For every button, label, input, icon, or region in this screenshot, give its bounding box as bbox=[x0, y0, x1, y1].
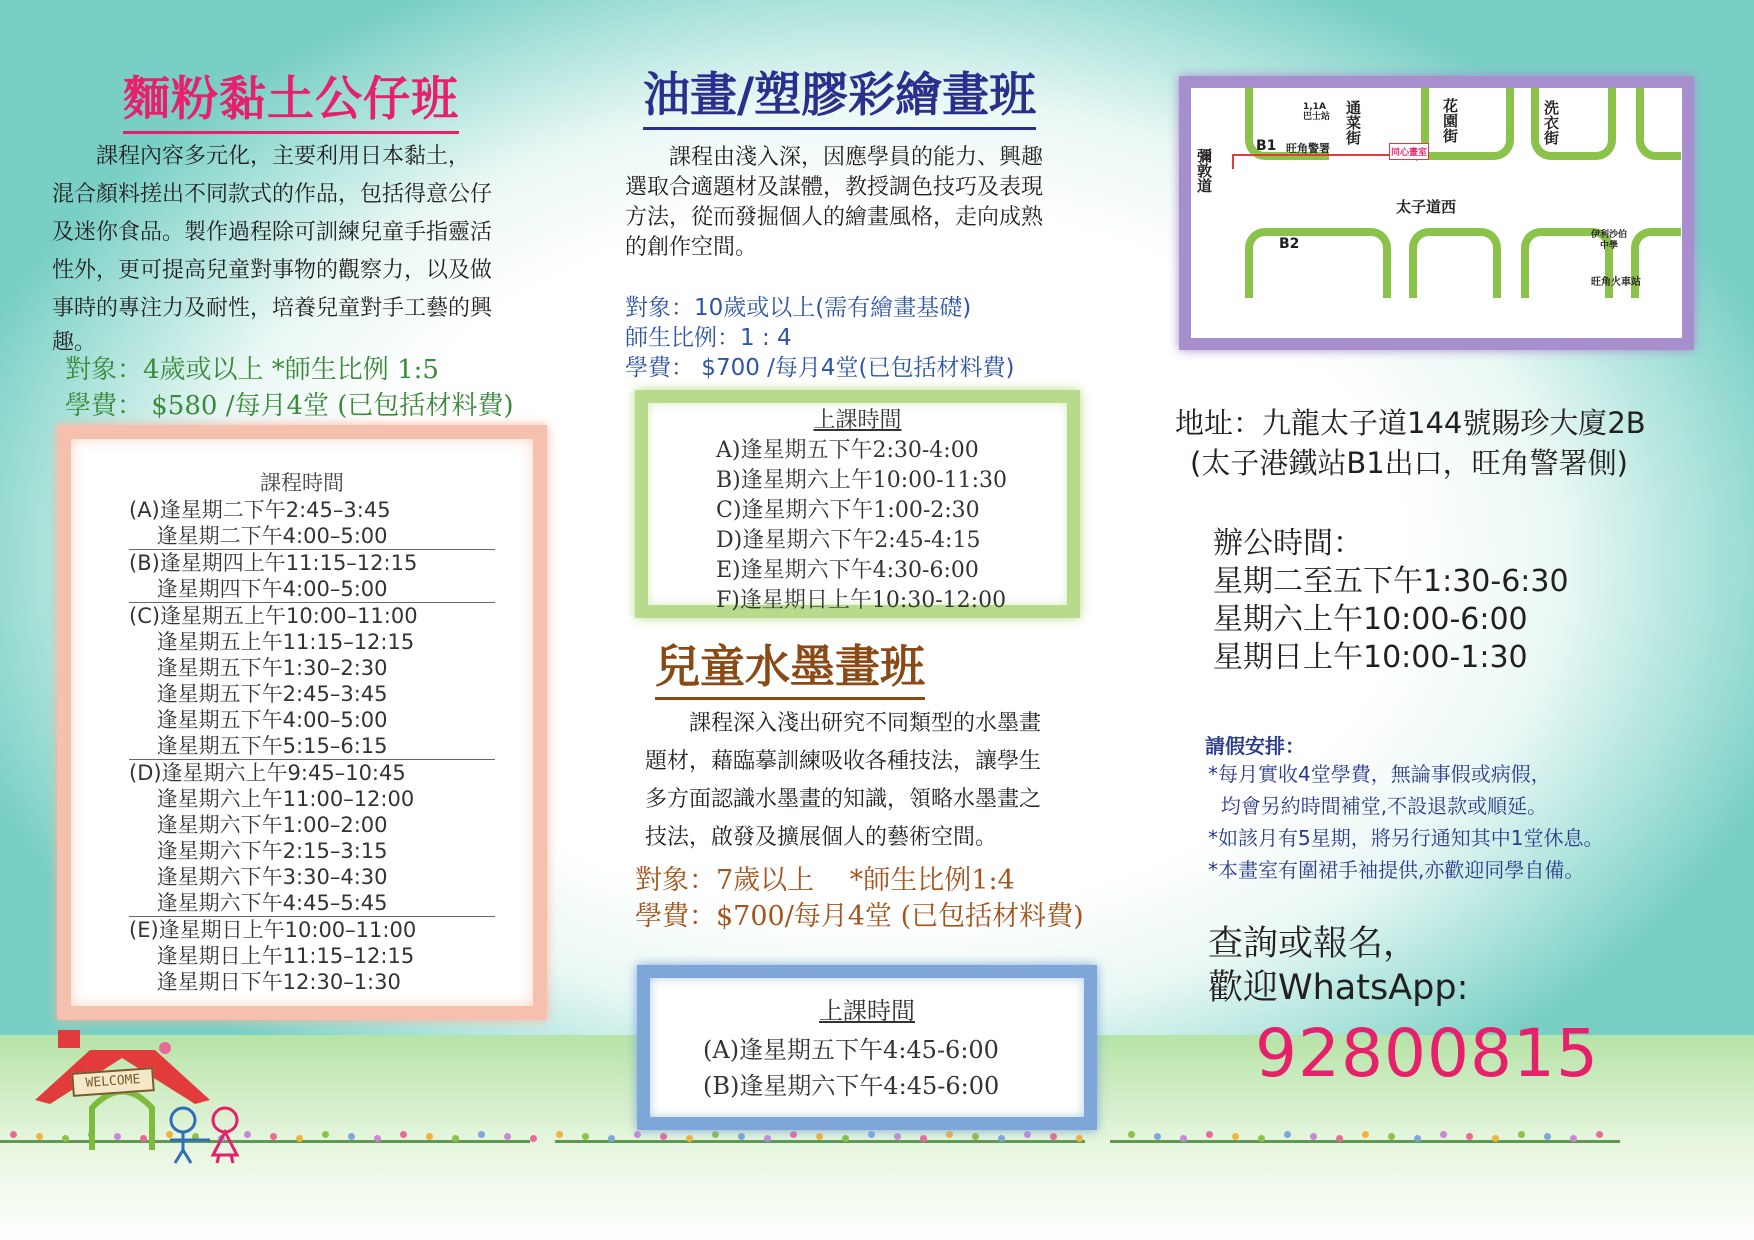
office-hours-line: 星期日上午10:00-1:30 bbox=[1213, 640, 1528, 675]
flower-icon bbox=[1154, 1133, 1161, 1140]
flower-icon bbox=[1518, 1131, 1525, 1138]
desc-line: 方法，從而發掘個人的繪畫風格，走向成熟 bbox=[625, 205, 1044, 230]
flower-icon bbox=[790, 1131, 797, 1138]
oil-fee: 學費： $700 /每月4堂(已包括材料費) bbox=[625, 355, 1015, 381]
flower-icon bbox=[686, 1135, 693, 1142]
flower-icon bbox=[270, 1133, 277, 1140]
map-road bbox=[1245, 228, 1391, 298]
ink-schedule-box bbox=[637, 965, 1097, 1130]
map-label-b1: B1 bbox=[1256, 138, 1277, 154]
desc-line: 課程深入淺出研究不同類型的水墨畫 bbox=[645, 711, 1042, 736]
flower-icon bbox=[478, 1131, 485, 1138]
schedule-line: B)逢星期六上午10:00-11:30 bbox=[716, 468, 1007, 493]
flower-icon bbox=[400, 1131, 407, 1138]
flower-icon bbox=[530, 1135, 537, 1142]
flower-icon bbox=[998, 1135, 1005, 1142]
flower-icon bbox=[816, 1133, 823, 1140]
office-hours-line: 星期六上午10:00-6:00 bbox=[1213, 602, 1528, 637]
ink-schedule-title: 上課時間 bbox=[819, 997, 915, 1025]
flower-icon bbox=[1596, 1131, 1603, 1138]
clay-schedule-title: 課程時間 bbox=[260, 471, 344, 495]
leave-policy bbox=[1208, 758, 1603, 886]
desc-line: 課程由淺入深，因應學員的能力、興趣 bbox=[625, 145, 1044, 170]
flower-icon bbox=[556, 1131, 563, 1138]
desc-line: 事時的專注力及耐性，培養兒童對手工藝的興 bbox=[52, 296, 493, 321]
enquiry-line: 歡迎WhatsApp: bbox=[1208, 968, 1469, 1008]
flower-icon bbox=[1076, 1135, 1083, 1142]
flower-icon bbox=[634, 1131, 641, 1138]
schedule-line: 逢星期六下午2:15–3:15 bbox=[129, 839, 388, 863]
ink-schedule-list bbox=[650, 1032, 1084, 1104]
schedule-group-a bbox=[129, 497, 495, 549]
flower-icon bbox=[608, 1135, 615, 1142]
schedule-line: (B)逢星期四上午11:15–12:15 bbox=[129, 551, 418, 575]
welcome-house-illustration bbox=[30, 1030, 250, 1160]
map-road bbox=[1409, 228, 1501, 298]
desc-line: 課程內容多元化，主要利用日本黏土， bbox=[52, 144, 471, 169]
desc-line: 技法，啟發及擴展個人的藝術空間。 bbox=[645, 825, 998, 850]
map-label-tung-choi: 通菜街 bbox=[1344, 100, 1362, 145]
flower-icon bbox=[894, 1133, 901, 1140]
location-map bbox=[1179, 76, 1694, 350]
clay-fee: 學費： $580 /每月4堂 (已包括材料費) bbox=[65, 391, 514, 421]
flower-icon bbox=[452, 1135, 459, 1142]
flower-icon bbox=[296, 1135, 303, 1142]
ink-target: 對象：7歲以上 *師生比例1:4 bbox=[635, 865, 1015, 896]
desc-line: 選取合適題材及謀體，教授調色技巧及表現 bbox=[625, 175, 1044, 200]
clay-target: 對象：4歲或以上 *師生比例 1:5 bbox=[65, 355, 439, 385]
schedule-line: (D)逢星期六上午9:45–10:45 bbox=[129, 761, 406, 785]
flower-icon bbox=[1466, 1133, 1473, 1140]
flower-icon bbox=[1024, 1131, 1031, 1138]
schedule-line: A)逢星期五下午2:30-4:00 bbox=[716, 438, 979, 463]
ink-class-description bbox=[645, 705, 1125, 857]
flower-icon bbox=[1232, 1133, 1239, 1140]
clay-class-title: 麵粉黏土公仔班 bbox=[123, 62, 459, 134]
flower-icon bbox=[348, 1133, 355, 1140]
schedule-line: 逢星期六下午4:45–5:45 bbox=[129, 891, 388, 915]
enquiry-line: 查詢或報名， bbox=[1208, 924, 1419, 964]
desc-line: 題材，藉臨摹訓練吸收各種技法，讓學生 bbox=[645, 749, 1042, 774]
flower-icon bbox=[1414, 1135, 1421, 1142]
flower-icon bbox=[868, 1131, 875, 1138]
leave-line: *如該月有5星期，將另行通知其中1堂休息。 bbox=[1208, 826, 1604, 850]
map-label-flower: 花園街 bbox=[1441, 98, 1459, 143]
map-label-nathan: 彌敦道 bbox=[1195, 148, 1213, 193]
flower-icon bbox=[660, 1133, 667, 1140]
flower-icon bbox=[1336, 1135, 1343, 1142]
ink-class-title: 兒童水墨畫班 bbox=[655, 630, 925, 700]
map-label-sai-yee: 洗衣街 bbox=[1542, 100, 1560, 145]
leave-line: *每月實收4堂學費，無論事假或病假， bbox=[1208, 762, 1551, 786]
schedule-line: 逢星期五上午11:15–12:15 bbox=[129, 630, 415, 654]
welcome-sign: WELCOME bbox=[71, 1067, 154, 1097]
map-label-school: 伊利沙伯 中學 bbox=[1591, 230, 1628, 251]
oil-class-description bbox=[625, 143, 1115, 263]
schedule-line: C)逢星期六下午1:00-2:30 bbox=[716, 498, 980, 523]
leave-line: 均會另約時間補堂,不設退款或順延。 bbox=[1208, 794, 1548, 818]
schedule-line: 逢星期四下午4:00–5:00 bbox=[129, 577, 388, 601]
schedule-line: 逢星期六下午1:00–2:00 bbox=[129, 813, 388, 837]
schedule-line: (E)逢星期日上午10:00–11:00 bbox=[129, 918, 417, 942]
clay-class-description bbox=[52, 138, 562, 358]
schedule-line: 逢星期日上午11:15–12:15 bbox=[129, 944, 415, 968]
map-label-b2: B2 bbox=[1279, 236, 1300, 252]
desc-line: 性外，更可提高兒童對事物的觀察力，以及做 bbox=[52, 258, 493, 283]
address-line-1: 地址：九龍太子道144號賜珍大廈2B bbox=[1175, 406, 1646, 440]
flower-icon bbox=[946, 1131, 953, 1138]
schedule-group-c bbox=[129, 603, 495, 759]
schedule-line: 逢星期五下午2:45–3:45 bbox=[129, 682, 388, 706]
oil-ratio: 師生比例：1 : 4 bbox=[625, 325, 792, 351]
map-label-bus: 1,1A 巴士站 bbox=[1303, 102, 1331, 122]
office-hours-line: 星期二至五下午1:30-6:30 bbox=[1213, 564, 1569, 599]
clay-schedule-box bbox=[57, 425, 547, 1020]
schedule-group-e bbox=[129, 917, 495, 995]
flower-icon bbox=[1180, 1135, 1187, 1142]
schedule-line: 逢星期六下午3:30–4:30 bbox=[129, 865, 388, 889]
flower-icon bbox=[712, 1131, 719, 1138]
schedule-line: F)逢星期日上午10:30-12:00 bbox=[716, 588, 1007, 613]
schedule-line: 逢星期六上午11:00–12:00 bbox=[129, 787, 415, 811]
schedule-line: D)逢星期六下午2:45-4:15 bbox=[716, 528, 981, 553]
flower-icon bbox=[582, 1133, 589, 1140]
flower-icon bbox=[322, 1131, 329, 1138]
oil-target: 對象：10歲或以上(需有繪畫基礎) bbox=[625, 295, 972, 321]
schedule-group-d bbox=[129, 760, 495, 916]
map-label-studio: 同心畫室 bbox=[1389, 143, 1429, 160]
office-hours bbox=[1213, 525, 1569, 677]
schedule-line: 逢星期五下午5:15–6:15 bbox=[129, 734, 388, 758]
leave-policy-title: 請假安排： bbox=[1205, 734, 1305, 758]
flower-icon bbox=[1544, 1133, 1551, 1140]
ink-fee: 學費：$700/每月4堂 (已包括材料費) bbox=[635, 901, 1084, 932]
schedule-line: (C)逢星期五上午10:00–11:00 bbox=[129, 604, 418, 628]
schedule-line: 逢星期二下午4:00–5:00 bbox=[129, 524, 388, 548]
schedule-line: E)逢星期六下午4:30-6:00 bbox=[716, 558, 979, 583]
map-label-prince-west: 太子道西 bbox=[1396, 198, 1457, 216]
vine-middle bbox=[555, 1140, 1085, 1143]
clay-schedule-list bbox=[71, 497, 533, 995]
flower-icon bbox=[1310, 1133, 1317, 1140]
desc-line: 的創作空間。 bbox=[625, 235, 758, 260]
schedule-line: (A)逢星期五下午4:45-6:00 bbox=[703, 1036, 999, 1064]
flower-icon bbox=[764, 1135, 771, 1142]
flower-icon bbox=[426, 1133, 433, 1140]
flower-icon bbox=[374, 1135, 381, 1142]
flower-icon bbox=[842, 1135, 849, 1142]
flower-icon bbox=[1440, 1131, 1447, 1138]
leave-line: *本畫室有圍裙手袖提供,亦歡迎同學自備。 bbox=[1208, 858, 1585, 882]
oil-class-title: 油畫/塑膠彩繪畫班 bbox=[643, 58, 1036, 130]
oil-schedule-list bbox=[648, 436, 1067, 616]
schedule-group-b bbox=[129, 550, 495, 602]
schedule-line: 逢星期五下午1:30–2:30 bbox=[129, 656, 388, 680]
schedule-line: (B)逢星期六下午4:45-6:00 bbox=[703, 1072, 1000, 1100]
schedule-line: 逢星期日下午12:30–1:30 bbox=[129, 970, 401, 994]
flower-icon bbox=[738, 1133, 745, 1140]
whatsapp-number[interactable]: 92800815 bbox=[1255, 1015, 1599, 1092]
oil-schedule-box bbox=[635, 390, 1080, 618]
map-road bbox=[1424, 88, 1514, 160]
schedule-line: 逢星期五下午4:00–5:00 bbox=[129, 708, 388, 732]
flower-icon bbox=[972, 1133, 979, 1140]
flower-icon bbox=[504, 1133, 511, 1140]
flower-icon bbox=[1570, 1135, 1577, 1142]
office-hours-title: 辦公時間： bbox=[1213, 526, 1363, 561]
desc-line: 趣。 bbox=[52, 330, 97, 355]
desc-line: 混合顏料搓出不同款式的作品，包括得意公仔 bbox=[52, 182, 493, 207]
flower-icon bbox=[1388, 1133, 1395, 1140]
flower-icon bbox=[1284, 1131, 1291, 1138]
flower-icon bbox=[1362, 1131, 1369, 1138]
flower-icon bbox=[10, 1131, 17, 1138]
map-road bbox=[1636, 88, 1681, 160]
kids-icon bbox=[155, 1105, 265, 1165]
oil-schedule-title: 上課時間 bbox=[813, 408, 902, 433]
flower-icon bbox=[1050, 1133, 1057, 1140]
address-line-2: (太子港鐵站B1出口，旺角警署側) bbox=[1190, 446, 1628, 480]
desc-line: 及迷你食品。製作過程除可訓練兒童手指靈活 bbox=[52, 220, 493, 245]
enquiry bbox=[1208, 922, 1468, 1010]
flower-icon bbox=[1492, 1135, 1499, 1142]
flower-icon bbox=[1206, 1131, 1213, 1138]
flower-icon bbox=[1128, 1131, 1135, 1138]
flower-icon bbox=[1258, 1135, 1265, 1142]
desc-line: 多方面認識水墨畫的知識，領略水墨畫之 bbox=[645, 787, 1042, 812]
vine-right bbox=[1110, 1140, 1620, 1143]
schedule-line: (A)逢星期二下午2:45–3:45 bbox=[129, 498, 391, 522]
map-label-police: 旺角警署 bbox=[1286, 142, 1330, 155]
map-label-mk-station: 旺角火車站 bbox=[1591, 277, 1641, 288]
flower-icon bbox=[920, 1135, 927, 1142]
